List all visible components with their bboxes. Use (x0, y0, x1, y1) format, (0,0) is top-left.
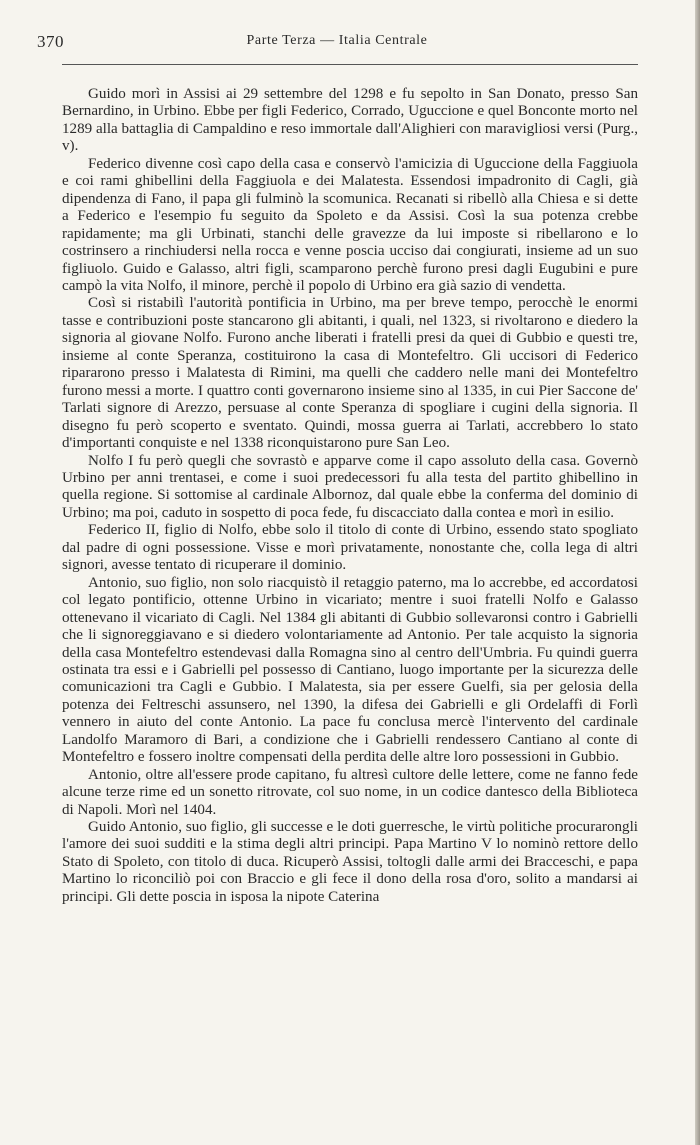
paragraph-5: Federico II, figlio di Nolfo, ebbe solo il titolo di conte di Urbino, essendo stato spogliato dal padre di ogni possessione. Visse e morì privatamente, nonostante che, colla lega di altri signori, avesse tentato di ricuperare il dominio. (62, 522, 638, 574)
paragraph-3: Così si ristabilì l'autorità pontificia in Urbino, ma per breve tempo, perocchè le enormi tasse e contribuzioni poste stancarono gli abitanti, i quali, nel 1323, si rivoltarono e diedero la signoria al giovane Nolfo. Furono anche liberati i fratelli presi da quei di Gubbio e questi tre, insieme al conte Speranza, costituirono la casa di Montefeltro. Gli uccisori di Federico ripararono presso i Malatesta di Rimini, ma quelli che caddero nelle mani dei Montefeltro furono messi a morte. I quattro conti governarono insieme sino al 1335, in cui Pier Saccone de' Tarlati signore di Arezzo, persuase al conte Speranza di spogliare i cugini della signoria. Il disegno fu però scoperto e sventato. Quindi, mossa guerra ai Tarlati, accrebbero lo stato d'importanti conquiste e nel 1338 riconquistarono pure San Leo. (62, 295, 638, 452)
paragraph-8: Guido Antonio, suo figlio, gli successe e le doti guerresche, le virtù politiche procurarongli l'amore dei suoi sudditi e la stima degli altri principi. Papa Martino V lo nominò rettore dello Stato di Spoleto, con titolo di duca. Ricuperò Assisi, toltogli dalle armi dei Bracceschi, e papa Martino lo riconciliò poi con Braccio e gli fece il dono della rosa d'oro, solito a mandarsi ai principi. Gli dette poscia in isposa la nipote Caterina (62, 819, 638, 905)
paragraph-7: Antonio, oltre all'essere prode capitano, fu altresì cultore delle lettere, come ne fanno fede alcune terze rime ed un sonetto ritrovate, col suo nome, in un codice dantesco della Biblioteca di Napoli. Morì nel 1404. (62, 766, 638, 818)
header-rule (62, 64, 638, 65)
running-title: Parte Terza — Italia Centrale (246, 33, 428, 48)
paragraph-2: Federico divenne così capo della casa e conservò l'amicizia di Uguccione della Faggiuola e coi rami ghibellini della Faggiuola e dei Malatesta. Essendosi impadronito di Cagli, già dipendenza di Fano, il papa gli fulminò la scomunica. Recanati si ribellò alla Chiesa e si dette a Federico e l'esempio fu seguito da Spoleto e da Assisi. Così la sua potenza crebbe rapidamente; ma gli Urbinati, stanchi delle gravezze da lui imposte si ribellarono e lo costrinsero a rinchiudersi nella rocca e venne poscia ucciso dai congiurati, insieme ad un suo figliuolo. Guido e Galasso, altri figli, scamparono perchè furono presi dagli Eugubini e pure campò la vita Nolfo, il minore, perchè il popolo di Urbino era già sazio di vendetta. (62, 155, 638, 294)
page-number: 370 (37, 32, 64, 51)
page-edge-shadow (695, 0, 700, 1145)
paragraph-6: Antonio, suo figlio, non solo riacquistò il retaggio paterno, ma lo accrebbe, ed accordatosi col legato pontificio, ottenne Urbino in vicariato; mentre i suoi fratelli Nolfo e Galasso ottenevano il vicariato di Cagli. Nel 1384 gli abitanti di Gubbio sollevaronsi contro i Gabrielli che li signoreggiavano e si diedero volontariamente ad Antonio. Per tale acquisto la signoria della casa Montefeltro estendevasi dalla Romagna sino al centro dell'Umbria. Fu quindi guerra ostinata tra essi e i Gabrielli pel possesso di Cantiano, luogo importante per la sicurezza delle comunicazioni tra Cagli e Gubbio. I Malatesta, sia per essere Guelfi, sia per gelosia della potenza dei Feltreschi assunsero, nel 1390, la difesa dei Gabrielli e gli Ordelaffi di Forlì vennero in aiuto del conte Antonio. La pace fu conclusa mercè l'intervento del cardinale Landolfo Maramoro di Bari, a condizione che i Gabrielli rendessero Cantiano al conte di Montefeltro e fossero inoltre compensati della perdita delle altre loro possessioni in Gubbio. (62, 574, 638, 766)
body-text (62, 86, 638, 906)
paragraph-1: Guido morì in Assisi ai 29 settembre del 1298 e fu sepolto in San Donato, presso San Bernardino, in Urbino. Ebbe per figli Federico, Corrado, Uguccione e quel Bonconte morto nel 1289 alla battaglia di Campaldino e reso immortale dall'Alighieri con maravigliosi versi (Purg., v). (62, 86, 638, 155)
paragraph-4: Nolfo I fu però quegli che sovrastò e apparve come il capo assoluto della casa. Governò Urbino per anni trentasei, e come i suoi predecessori fu alla testa del partito ghibellino in quella regione. Si sottomise al cardinale Albornoz, dal quale ebbe la conferma del dominio di Urbino; ma poi, caduto in sospetto di poca fede, fu discacciato dalla contea e morì in esilio. (62, 452, 638, 521)
page-header (37, 32, 637, 56)
